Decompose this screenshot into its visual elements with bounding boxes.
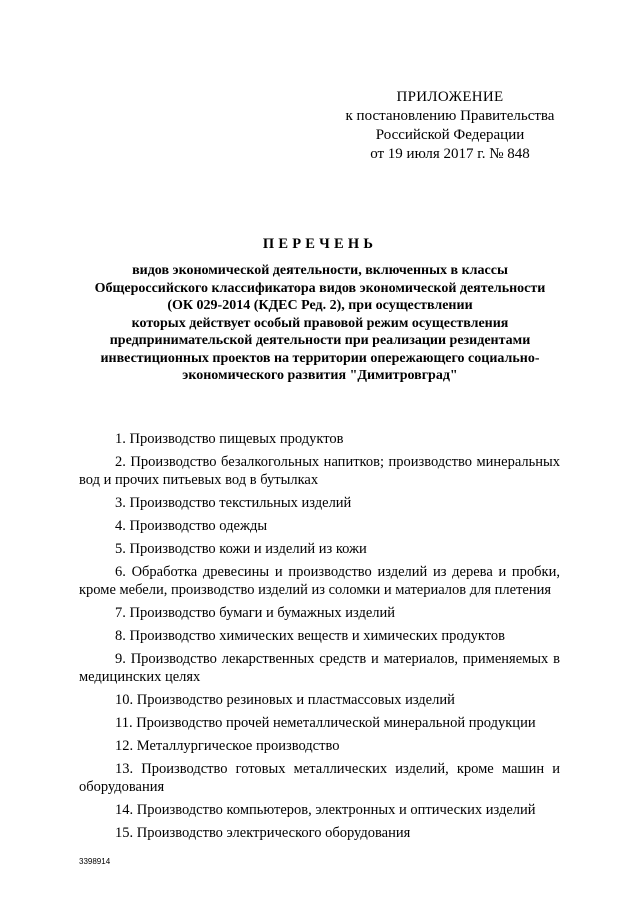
- activity-list: [79, 430, 560, 847]
- list-item: 11. Производство прочей неметаллической минеральной продукции: [115, 715, 536, 731]
- subtitle-line: (ОК 029-2014 (КДЕС Ред. 2), при осуществлении: [167, 298, 473, 313]
- document-code: 3398914: [79, 857, 111, 866]
- list-item: 12. Металлургическое производство: [115, 738, 340, 754]
- subtitle-line: экономического развития "Димитровград": [182, 368, 458, 383]
- document-subtitle: [70, 262, 570, 385]
- list-item: 1. Производство пищевых продуктов: [115, 431, 344, 447]
- subtitle-line: инвестиционных проектов на территории опережающего социально-: [100, 350, 540, 366]
- list-item: 13. Производство готовых металлических изделий, кроме машин и оборудования: [79, 761, 560, 795]
- list-item: 4. Производство одежды: [115, 518, 268, 534]
- list-item: 15. Производство электрического оборудования: [115, 825, 411, 841]
- list-item: 14. Производство компьютеров, электронных и оптических изделий: [115, 802, 536, 818]
- list-item: 3. Производство текстильных изделий: [115, 495, 352, 511]
- document-title: ПЕРЕЧЕНЬ: [262, 236, 378, 252]
- subtitle-line: видов экономической деятельности, включенных в классы: [132, 263, 508, 278]
- list-item: 7. Производство бумаги и бумажных изделий: [115, 605, 396, 621]
- appendix-line: от 19 июля 2017 г. № 848: [370, 146, 530, 162]
- appendix-label: ПРИЛОЖЕНИЕ: [396, 89, 504, 105]
- list-item: 8. Производство химических веществ и химических продуктов: [115, 628, 505, 644]
- list-item: 5. Производство кожи и изделий из кожи: [115, 541, 367, 557]
- list-item: 6. Обработка древесины и производство изделий из дерева и пробки, кроме мебели, производство изделий из соломки и материалов для плетения: [79, 564, 560, 598]
- list-item: 9. Производство лекарственных средств и материалов, применяемых в медицинских целях: [79, 651, 560, 685]
- list-item: 10. Производство резиновых и пластмассовых изделий: [115, 692, 455, 708]
- list-item: 2. Производство безалкогольных напитков; производство минеральных вод и прочих питьевых вод в бутылках: [79, 454, 560, 488]
- appendix-line: Российской Федерации: [375, 127, 525, 143]
- appendix-block: [340, 88, 560, 164]
- subtitle-line: предпринимательской деятельности при реализации резидентами: [109, 333, 531, 348]
- subtitle-line: Общероссийского классификатора видов экономической деятельности: [94, 280, 546, 296]
- appendix-line: к постановлению Правительства: [345, 108, 555, 124]
- subtitle-line: которых действует особый правовой режим осуществления: [131, 315, 509, 331]
